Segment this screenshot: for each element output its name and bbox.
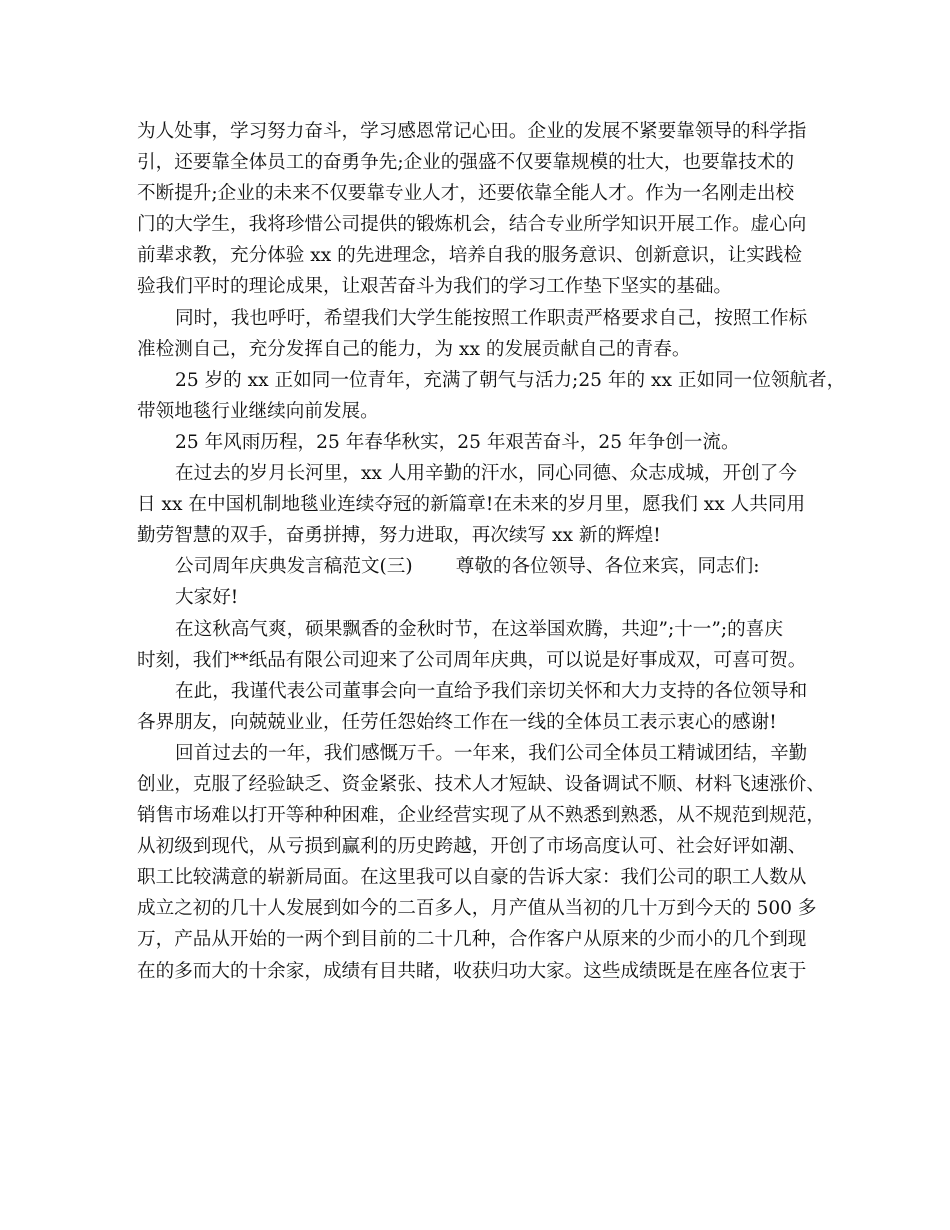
text-line: 不断提升;企业的未来不仅要靠专业人才，还要依靠全能人才。作为一名刚走出校	[137, 183, 795, 205]
text-line: 验我们平时的理论成果，让艰苦奋斗为我们的学习工作垫下坚实的基础。	[137, 276, 733, 298]
text-line: 成立之初的几十人发展到如今的二百多人，月产值从当初的几十万到今天的 500 多	[137, 898, 817, 920]
text-line: 在的多而大的十余家，成绩有目共睹，收获归功大家。这些成绩既是在座各位衷于	[137, 960, 807, 982]
text-line: 门的大学生，我将珍惜公司提供的锻炼机会，结合专业所学知识开展工作。虚心向	[137, 214, 807, 236]
text-line: 为人处事，学习努力奋斗，学习感恩常记心田。企业的发展不紧要靠领导的科学指	[137, 121, 807, 142]
text-line: 各界朋友，向兢兢业业，任劳任怨始终工作在一线的全体员工表示衷心的感谢!	[137, 711, 777, 733]
text-line: 带领地毯行业继续向前发展。	[137, 400, 379, 422]
text-line: 从初级到现代，从亏损到赢利的历史跨越，开创了市场高度认可、社会好评如潮、	[137, 836, 807, 858]
text-line: 职工比较满意的崭新局面。在这里我可以自豪的告诉大家：我们公司的职工人数从	[137, 867, 807, 889]
text-line: 引，还要靠全体员工的奋勇争先;企业的强盛不仅要靠规模的壮大，也要靠技术的	[137, 152, 795, 174]
text-line: 销售市场难以打开等种种困难，企业经营实现了从不熟悉到熟悉，从不规范到规范，	[137, 805, 825, 827]
text-line: 25 岁的 xx 正如同一位青年，充满了朝气与活力;25 年的 xx 正如同一位领航者，	[175, 369, 846, 391]
text-line: 准检测自己，充分发挥自己的能力，为 xx 的发展贡献自己的青春。	[137, 338, 691, 360]
text-line: 勤劳智慧的双手，奋勇拼搏，努力进取，再次续写 xx 新的辉煌!	[137, 525, 661, 547]
text-line: 日 xx 在中国机制地毯业连续夺冠的新篇章!在未来的岁月里，愿我们 xx 人共同用	[137, 494, 806, 516]
document-body	[137, 116, 846, 987]
text-line: 创业，克服了经验缺乏、资金紧张、技术人才短缺、设备调试不顺、材料飞速涨价、	[137, 773, 825, 795]
text-line: 万，产品从开始的一两个到目前的二十几种，合作客户从原来的少而小的几个到现	[137, 929, 807, 951]
text-line: 同时，我也呼吁，希望我们大学生能按照工作职责严格要求自己，按照工作标	[175, 307, 808, 329]
text-line: 大家好!	[175, 587, 239, 609]
text-line: 公司周年庆典发言稿范文(三) 尊敬的各位领导、各位来宾，同志们:	[175, 556, 760, 578]
text-line: 前辈求教，充分体验 xx 的先进理念，培养自我的服务意识、创新意识，让实践检	[137, 245, 802, 267]
text-line: 25 年风雨历程，25 年春华秋实，25 年艰苦奋斗，25 年争创一流。	[175, 431, 740, 453]
text-line: 在这秋高气爽，硕果飘香的金秋时节，在这举国欢腾，共迎”;十一”;的喜庆	[175, 618, 783, 640]
text-line: 时刻，我们**纸品有限公司迎来了公司周年庆典，可以说是好事成双，可喜可贺。	[137, 649, 807, 671]
text-line: 在此，我谨代表公司董事会向一直给予我们亲切关怀和大力支持的各位领导和	[175, 680, 808, 702]
text-line: 回首过去的一年，我们感慨万千。一年来，我们公司全体员工精诚团结，辛勤	[175, 742, 808, 764]
text-line: 在过去的岁月长河里，xx 人用辛勤的汗水，同心同德、众志成城，开创了今	[175, 463, 797, 485]
